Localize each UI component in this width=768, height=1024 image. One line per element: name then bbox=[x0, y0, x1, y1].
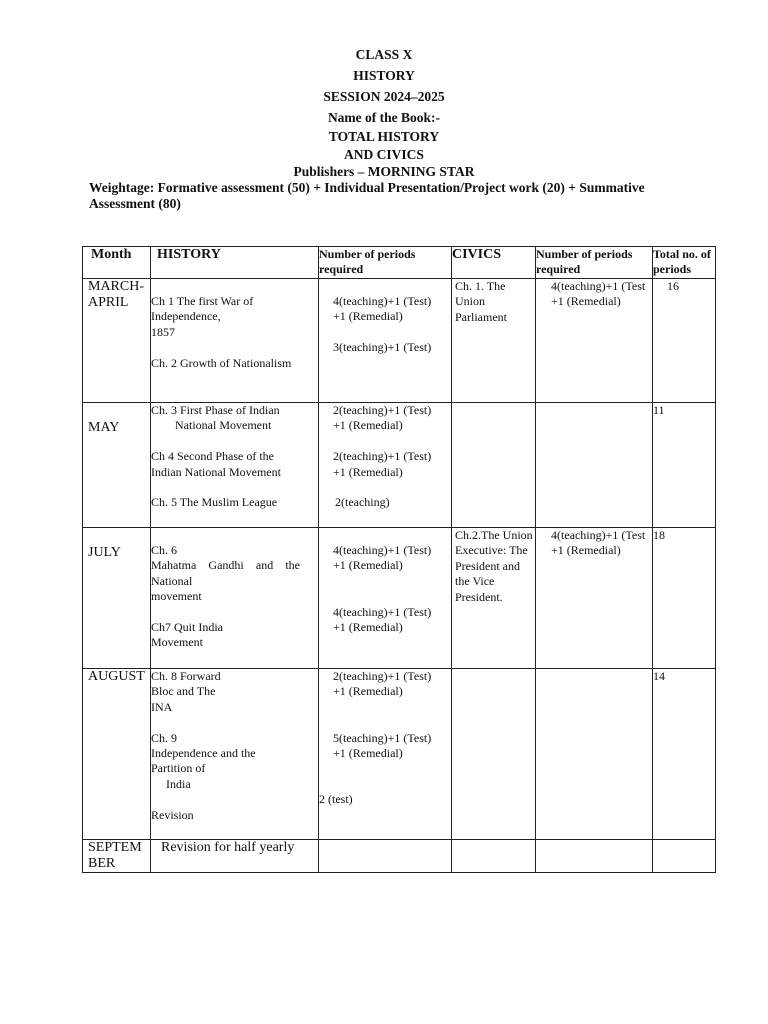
periods-line: +1 (Remedial) bbox=[333, 746, 403, 760]
history-line: Mahatma Gandhi and the National bbox=[151, 558, 300, 588]
book-title-line1: TOTAL HISTORY bbox=[328, 129, 440, 144]
weightage-text: Weightage: Formative assessment (50) + Individual Presentation/Project work (20) + Summative Assessment (80) bbox=[89, 180, 645, 211]
periods-line: +1 (Remedial) bbox=[333, 464, 403, 479]
periods-cell bbox=[319, 403, 452, 528]
periods-cell bbox=[319, 840, 452, 873]
history-line: Revision bbox=[151, 807, 194, 822]
civics-periods-line: +1 (Remedial) bbox=[551, 543, 621, 558]
history-line: Ch. 6 bbox=[151, 543, 178, 557]
periods-line: 3(teaching)+1 (Test) bbox=[333, 340, 432, 355]
header-civics-periods: Number of periods required bbox=[536, 247, 653, 279]
total-cell bbox=[653, 669, 716, 840]
history-line: Ch. 5 The Muslim League bbox=[151, 495, 278, 510]
civics-periods-cell bbox=[536, 403, 653, 528]
civics-periods-line: +1 (Remedial) bbox=[551, 294, 621, 309]
syllabus-table bbox=[82, 246, 716, 873]
civics-periods-cell bbox=[536, 669, 653, 840]
civics-text: Ch. 1. The Union Parliament bbox=[455, 279, 507, 324]
periods-line: 2 (test) bbox=[319, 792, 353, 807]
month-label: AUGUST bbox=[88, 669, 145, 684]
total-cell bbox=[653, 403, 716, 528]
history-line: Partition of bbox=[151, 761, 206, 776]
month-label: MAY bbox=[88, 420, 120, 435]
periods-line: +1 (Remedial) bbox=[333, 558, 403, 573]
history-line: Ch 1 The first War of Independence, bbox=[151, 294, 254, 324]
table-header-row bbox=[83, 247, 716, 279]
history-line: 1857 bbox=[151, 324, 175, 339]
history-line: Ch. 3 First Phase of Indian bbox=[151, 403, 280, 417]
periods-line: +1 (Remedial) bbox=[333, 620, 403, 634]
civics-periods-line: 4(teaching)+1 (Test bbox=[551, 279, 646, 293]
history-cell bbox=[151, 528, 319, 669]
header-total: Total no. of periods bbox=[653, 247, 716, 279]
history-line: Indian National Movement bbox=[151, 464, 281, 479]
periods-cell bbox=[319, 528, 452, 669]
history-cell bbox=[151, 669, 319, 840]
total-cell bbox=[653, 279, 716, 403]
header-civics: CIVICS bbox=[452, 247, 536, 279]
periods-line: 2(teaching) bbox=[335, 495, 390, 510]
table-row bbox=[83, 279, 716, 403]
history-line: Revision for half yearly bbox=[161, 840, 295, 855]
table-row bbox=[83, 840, 716, 873]
history-cell bbox=[151, 279, 319, 403]
periods-line: +1 (Remedial) bbox=[333, 684, 403, 699]
subject-title: HISTORY bbox=[353, 68, 415, 83]
header-history: HISTORY bbox=[151, 247, 319, 279]
periods-cell bbox=[319, 279, 452, 403]
civics-cell bbox=[452, 840, 536, 873]
book-title-line2: AND CIVICS bbox=[344, 147, 424, 162]
civics-text: Ch.2.The Union Executive: The President and the Vice President. bbox=[455, 528, 533, 604]
month-cell bbox=[83, 403, 151, 528]
month-label: JULY bbox=[88, 545, 121, 560]
history-line: Ch. 9 bbox=[151, 730, 178, 745]
periods-line: 2(teaching)+1 (Test) bbox=[333, 449, 432, 464]
history-line: Bloc and The bbox=[151, 684, 216, 699]
publisher-line: Publishers – MORNING STAR bbox=[293, 164, 475, 179]
history-line: National Movement bbox=[175, 418, 272, 433]
periods-line: 2(teaching)+1 (Test) bbox=[333, 403, 432, 417]
month-cell bbox=[83, 669, 151, 840]
month-cell bbox=[83, 840, 151, 873]
civics-periods-cell bbox=[536, 279, 653, 403]
month-label: MARCH-APRIL bbox=[88, 279, 145, 310]
periods-line: 4(teaching)+1 (Test) bbox=[333, 543, 432, 557]
month-cell bbox=[83, 528, 151, 669]
month-cell bbox=[83, 279, 151, 403]
periods-line: +1 (Remedial) bbox=[333, 309, 403, 324]
total-value: 14 bbox=[653, 669, 665, 683]
civics-periods-cell bbox=[536, 528, 653, 669]
class-title: CLASS X bbox=[355, 47, 413, 62]
periods-line: 4(teaching)+1 (Test) bbox=[333, 604, 432, 619]
book-label: Name of the Book:- bbox=[327, 110, 441, 125]
civics-cell bbox=[452, 528, 536, 669]
periods-line: 4(teaching)+1 (Test) bbox=[333, 294, 432, 308]
total-cell bbox=[653, 840, 716, 873]
history-line: India bbox=[166, 776, 191, 791]
civics-cell bbox=[452, 669, 536, 840]
history-line: INA bbox=[151, 699, 173, 714]
history-cell bbox=[151, 403, 319, 528]
civics-cell bbox=[452, 403, 536, 528]
table-row bbox=[83, 403, 716, 528]
header-month: Month bbox=[83, 247, 151, 279]
total-value: 16 bbox=[667, 279, 679, 293]
civics-cell bbox=[452, 279, 536, 403]
table-row bbox=[83, 669, 716, 840]
header-periods: Number of periods required bbox=[319, 247, 452, 279]
table-row bbox=[83, 528, 716, 669]
total-value: 11 bbox=[653, 403, 665, 417]
history-line: Ch. 2 Growth of Nationalism bbox=[151, 355, 292, 370]
history-line: Independence and the bbox=[151, 746, 256, 761]
periods-line: +1 (Remedial) bbox=[333, 418, 403, 433]
civics-periods-line: 4(teaching)+1 (Test bbox=[551, 528, 646, 542]
periods-line: 5(teaching)+1 (Test) bbox=[333, 730, 432, 745]
history-line: Movement bbox=[151, 635, 203, 650]
history-line: Ch. 8 Forward bbox=[151, 669, 221, 683]
periods-line: 2(teaching)+1 (Test) bbox=[333, 669, 432, 683]
periods-cell bbox=[319, 669, 452, 840]
history-line: Ch 4 Second Phase of the bbox=[151, 449, 274, 464]
total-value: 18 bbox=[653, 528, 665, 542]
history-line: Ch7 Quit India bbox=[151, 620, 223, 635]
history-cell bbox=[151, 840, 319, 873]
history-line: movement bbox=[151, 589, 202, 604]
month-label: SEPTEMBER bbox=[88, 840, 142, 871]
session-title: SESSION 2024–2025 bbox=[323, 89, 445, 104]
total-cell bbox=[653, 528, 716, 669]
civics-periods-cell bbox=[536, 840, 653, 873]
